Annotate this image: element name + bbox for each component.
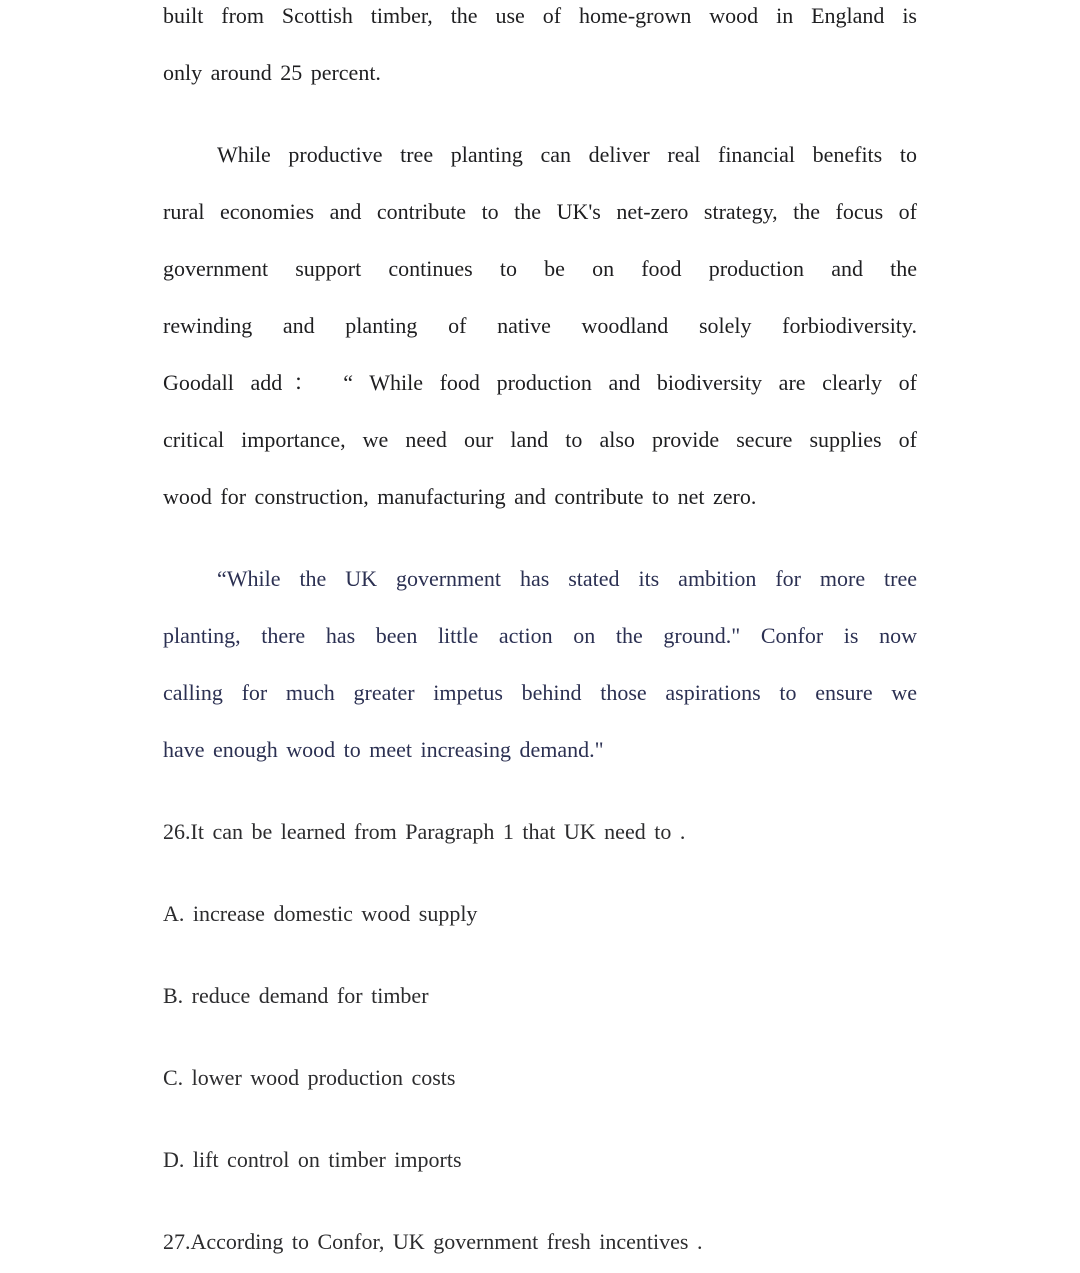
question-26: 26.It can be learned from Paragraph 1 that UK need to . — [163, 819, 686, 844]
text-line: While productive tree planting can deliver real financial benefits to — [217, 142, 917, 167]
question-27: 27.According to Confor, UK government fresh incentives . — [163, 1229, 703, 1254]
question-26-option-c: C. lower wood production costs — [163, 1065, 456, 1090]
text-line: rewinding and planting of native woodland solely forbiodiversity. — [163, 313, 917, 338]
questions-section — [163, 803, 917, 1270]
text-line: planting, there has been little action on the ground." Confor is now — [163, 623, 917, 648]
text-line: government support continues to be on food production and the — [163, 256, 917, 281]
question-26-option-b: B. reduce demand for timber — [163, 983, 429, 1008]
text-line: calling for much greater impetus behind those aspirations to ensure we — [163, 680, 917, 705]
text-line: have enough wood to meet increasing demand." — [163, 737, 604, 762]
paragraph-2 — [163, 126, 917, 525]
reading-passage — [163, 0, 917, 1270]
text-line: built from Scottish timber, the use of home-grown wood in England is — [163, 3, 917, 28]
text-line: Goodall add： “ While food production and biodiversity are clearly of — [163, 370, 917, 395]
text-line: wood for construction, manufacturing and contribute to net zero. — [163, 484, 757, 509]
paragraph-1 — [163, 0, 917, 101]
question-26-option-d: D. lift control on timber imports — [163, 1147, 462, 1172]
text-line: “While the UK government has stated its ambition for more tree — [217, 566, 917, 591]
text-line: only around 25 percent. — [163, 60, 381, 85]
paragraph-3-quote — [163, 550, 917, 778]
question-26-option-a: A. increase domestic wood supply — [163, 901, 478, 926]
text-line: rural economies and contribute to the UK's net-zero strategy, the focus of — [163, 199, 917, 224]
text-line: critical importance, we need our land to also provide secure supplies of — [163, 427, 917, 452]
